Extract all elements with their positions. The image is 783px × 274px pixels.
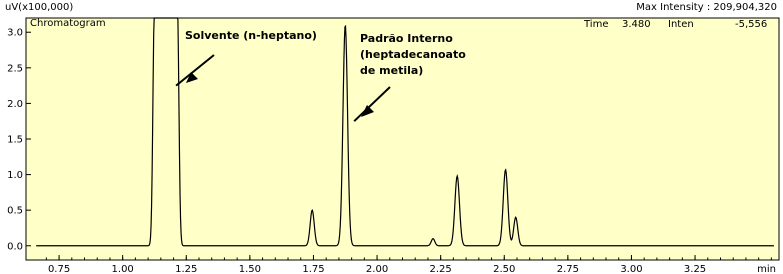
inten-label: Inten (668, 19, 694, 30)
x-tick-label: 1.00 (111, 264, 134, 274)
x-tick-label: 1.25 (175, 264, 198, 274)
x-tick-label: 0.75 (47, 264, 71, 274)
y-tick-label: 2.0 (7, 98, 23, 110)
time-value: 3.480 (622, 19, 651, 30)
annotation-internal-standard: de metila) (360, 64, 424, 77)
y-tick-label: 1.5 (7, 134, 23, 146)
annotation-solvent: Solvente (n-heptano) (185, 29, 317, 42)
y-unit-label: uV(x100,000) (5, 2, 74, 13)
x-tick-label: 1.50 (238, 264, 261, 274)
x-tick-label: 3.00 (620, 264, 643, 274)
x-axis-label: min (757, 264, 776, 274)
y-tick-label: 0.0 (7, 241, 23, 253)
panel-title: Chromatogram (30, 18, 106, 29)
x-tick-label: 1.75 (302, 264, 325, 274)
x-tick-label: 2.75 (556, 264, 579, 274)
annotation-internal-standard: (heptadecanoato (360, 48, 466, 61)
x-tick-label: 3.25 (683, 264, 707, 274)
y-tick-label: 0.5 (7, 205, 23, 217)
max-intensity-label: Max Intensity : 209,904,320 (636, 2, 777, 13)
x-tick-label: 2.00 (365, 264, 389, 274)
inten-value: -5,556 (735, 19, 768, 30)
y-tick-label: 1.0 (7, 170, 23, 182)
time-label: Time (584, 19, 609, 30)
y-tick-label: 2.5 (7, 63, 23, 75)
annotation-internal-standard: Padrão Interno (360, 32, 453, 45)
x-tick-label: 2.50 (493, 264, 516, 274)
y-tick-label: 3.0 (7, 27, 23, 39)
x-tick-label: 2.25 (429, 264, 452, 274)
